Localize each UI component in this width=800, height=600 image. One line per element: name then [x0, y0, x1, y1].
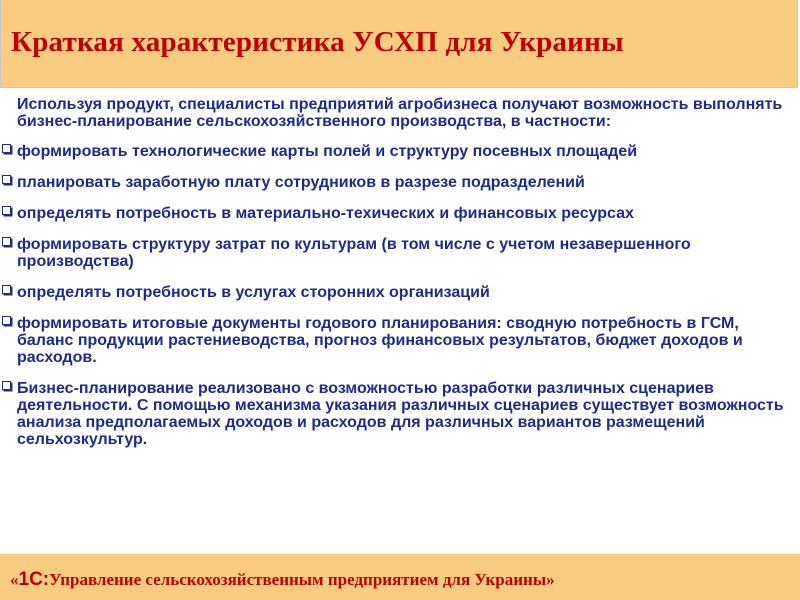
slide-content — [0, 96, 790, 462]
bullet-item — [0, 205, 790, 222]
checkbox-bullet-icon — [2, 206, 11, 215]
footer-close-quote: » — [546, 570, 555, 589]
bullet-text: Бизнес-планирование реализовано с возможностью разработки различных сценариев деятельности. С помощью механизма указания различных сценариев существует возможность анализа предполагаемых доходов и расходов для различных вариантов размещений сельхозкультур. — [17, 380, 784, 448]
bullet-item — [0, 236, 790, 270]
title-bar — [0, 0, 798, 88]
checkbox-bullet-icon — [2, 381, 11, 390]
bullet-item — [0, 380, 790, 448]
footer-caption — [10, 569, 555, 591]
slide-title: Краткая характеристика УСХП для Украины — [11, 26, 624, 58]
checkbox-bullet-icon — [2, 316, 11, 325]
bullet-text: формировать итоговые документы годового планирования: сводную потребность в ГСМ, баланс продукции растениеводства, прогноз финансовых результатов, бюджет доходов и расходов. — [17, 315, 743, 366]
footer-product-name: Управление сельскохозяйственным предприятием для Украины — [49, 570, 547, 589]
bullet-text: планировать заработную плату сотрудников в разрезе подразделений — [17, 174, 585, 191]
footer-brand: 1С: — [18, 569, 50, 590]
bullet-item — [0, 174, 790, 191]
bullet-text: определять потребность в услугах сторонних организаций — [17, 284, 490, 301]
checkbox-bullet-icon — [2, 144, 11, 153]
checkbox-bullet-icon — [2, 237, 11, 246]
checkbox-bullet-icon — [2, 285, 11, 294]
intro-paragraph: Используя продукт, специалисты предприятий агробизнеса получают возможность выполнять бизнес-планирование сельскохозяйственного производства, в частности: — [17, 96, 783, 130]
bullet-text: формировать технологические карты полей и структуру посевных площадей — [17, 143, 638, 160]
footer-bar — [0, 554, 800, 600]
bullet-text: определять потребность в материально-техических и финансовых ресурсах — [17, 205, 634, 222]
bullet-item — [0, 315, 790, 366]
bullet-item — [0, 284, 790, 301]
footer-open-quote: « — [10, 570, 19, 589]
checkbox-bullet-icon — [2, 175, 11, 184]
bullet-item — [0, 143, 790, 160]
bullet-text: формировать структуру затрат по культурам (в том числе с учетом незавершенного производства) — [17, 236, 691, 270]
